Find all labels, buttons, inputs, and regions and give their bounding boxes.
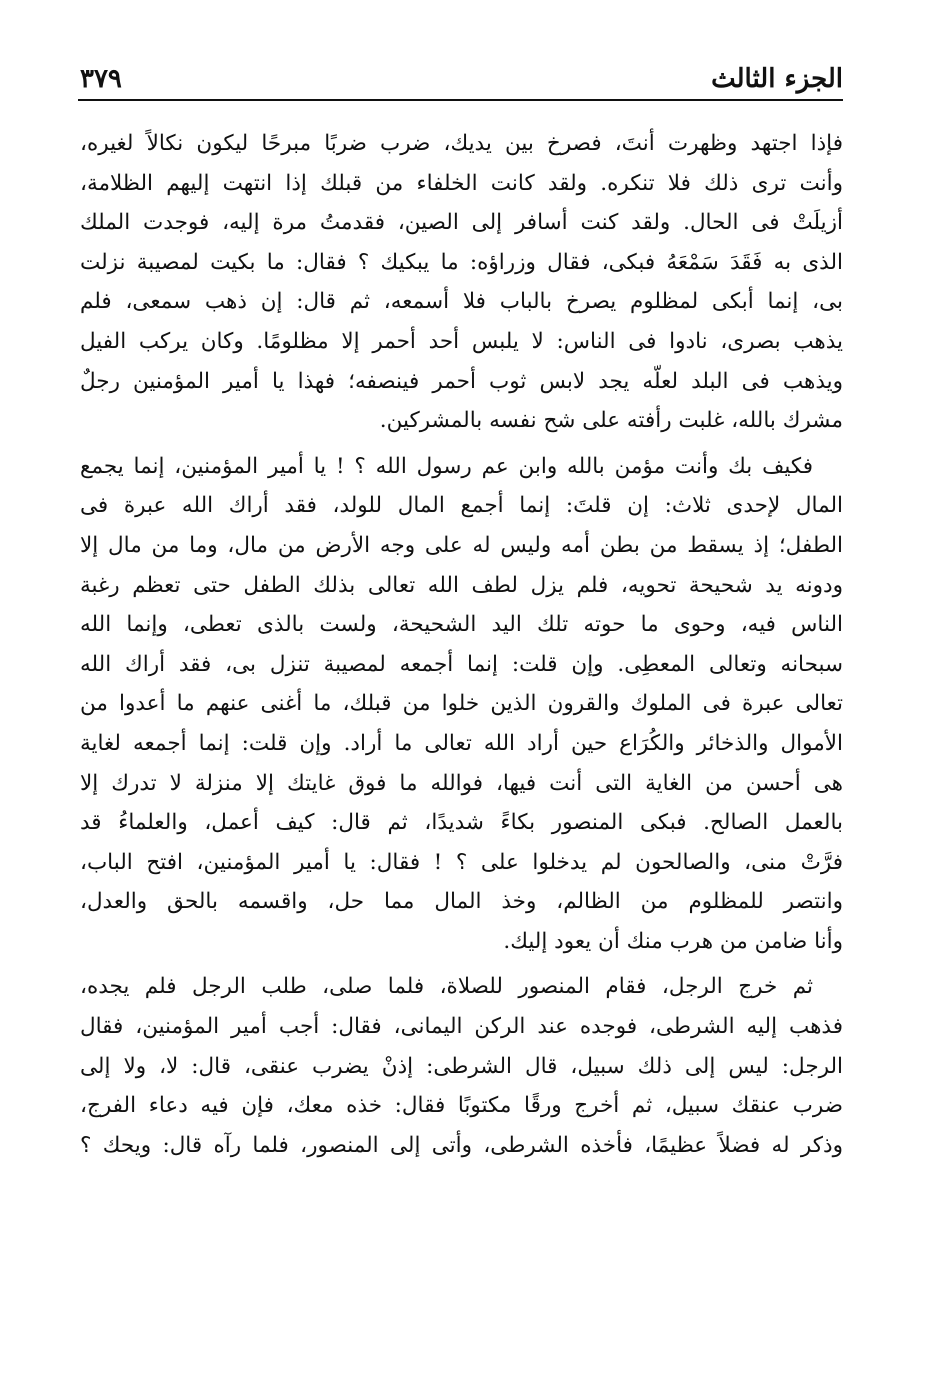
text-line: وانتصر للمظلوم من الظالم، وخذ المال مما حل، واقسمه بالحق والعدل، (80, 889, 843, 915)
text-line: أزيلَتْ فى الحال. ولقد كنت أسافر إلى الصين، فقدمتُ مرة إليه، فوجدت الملك (80, 210, 843, 236)
text-line: فإذا اجتهد وظهرت أنتَ، فصرخ بين يديك، ضرب ضربًا مبرحًا ليكون نكالاً لغيره، (80, 131, 843, 156)
text-line: وأنا ضامن من هرب منك أن يعود إليك. (503, 928, 843, 954)
text-line: ودونه يد شحيحة تحويه، فلم يزل لطف الله تعالى بذلك الطفل حتى تعظم رغبة (80, 572, 843, 598)
body-text (80, 124, 843, 1171)
text-line: مشرك بالله، غلبت رأفته على شح نفسه بالمشركين. (379, 408, 843, 434)
header-title: الجزء الثالث (711, 64, 843, 94)
text-line: بى، إنما أبكى لمظلوم يصرخ بالباب فلا أسمعه، ثم قال: إن ذهب سمعى، فلم (80, 289, 843, 315)
paragraph-2 (80, 447, 843, 962)
text-line: وأنت ترى ذلك فلا تنكره. ولقد كانت الخلفاء من قبلك إذا انتهت إليهم الظلامة، (80, 170, 843, 196)
text-line: سبحانه وتعالى المعطِى. وإن قلت: إنما أجمعه لمصيبة تنزل بى، فقد أراك الله (80, 651, 843, 677)
text-line: الناس فيه، وحوى ما حوته تلك اليد الشحيحة، ولست بالذى تعطى، وإنما الله (80, 612, 843, 638)
text-line: الذى به فَقَدَ سَمْعَهُ فبكى، فقال وزراؤه: ما يبكيك ؟ فقال: ما بكيت لمصيبة نزلت (80, 249, 843, 275)
text-line: فرَّتْ منى، والصالحون لم يدخلوا على ؟ ! فقال: يا أمير المؤمنين، افتح الباب، (80, 849, 843, 875)
text-line: الطفل؛ إذ يسقط من بطن أمه وليس له على وجه الأرض من مال، وما من مال إلا (80, 532, 843, 558)
text-line: وذكر له فضلاً عظيمًا، فأخذه الشرطى، وأتى إلى المنصور، فلما رآه قال: ويحك ؟ (80, 1132, 843, 1158)
text-line: ثم خرج الرجل، فقام المنصور للصلاة، فلما صلى، طلب الرجل فلم يجده، (80, 974, 813, 1000)
text-line: فذهب إليه الشرطى، فوجده عند الركن اليمانى، فقال: أجب أمير المؤمنين، فقال (80, 1014, 843, 1040)
text-line: الرجل: ليس إلى ذلك سبيل، قال الشرطى: إذنْ يضرب عنقى، قال: لا، ولا إلى (80, 1053, 843, 1079)
text-line: هى أحسن من الغاية التى أنت فيها، فوالله ما فوق غايتك إلا منزلة لا تدرك إلا (80, 770, 843, 796)
header-divider (78, 99, 843, 101)
text-line: تعالى عبرة فى الملوك والقرون الذين خلوا من قبلك، ما أغنى عنهم ما أعدوا من (80, 691, 843, 717)
text-line: المال لإحدى ثلاث: إن قلتَ: إنما أجمع المال للولد، فقد أراك الله عبرة فى (80, 493, 843, 519)
text-line: ضرب عنقك سبيل، ثم أخرج ورقًا مكتوبًا فقال: خذه معك، فإن فيه دعاء الفرج، (80, 1093, 843, 1119)
paragraph-3 (80, 967, 843, 1165)
page-number: ٣٧٩ (80, 64, 122, 94)
paragraph-1 (80, 124, 843, 441)
text-line: فكيف بك وأنت مؤمن بالله وابن عم رسول الله ؟ ! يا أمير المؤمنين، إنما يجمع (80, 453, 813, 479)
running-header (80, 58, 843, 94)
text-line: يذهب بصرى، نادوا فى الناس: لا يلبس أحد أحمر إلا مظلومًا. وكان يركب الفيل (80, 328, 843, 354)
text-line: ويذهب فى البلد لعلّه يجد لابس ثوب أحمر فينصفه؛ فهذا يا أمير المؤمنين رجلٌ (80, 368, 843, 394)
text-line: الأموال والذخائر والكُرَاع حين أراد الله تعالى ما أراد. وإن قلت: إنما أجمعه لغاية (80, 730, 843, 756)
text-line: بالعمل الصالح. فبكى المنصور بكاءً شديدًا، ثم قال: كيف أعمل، والعلماءُ قد (80, 810, 843, 836)
